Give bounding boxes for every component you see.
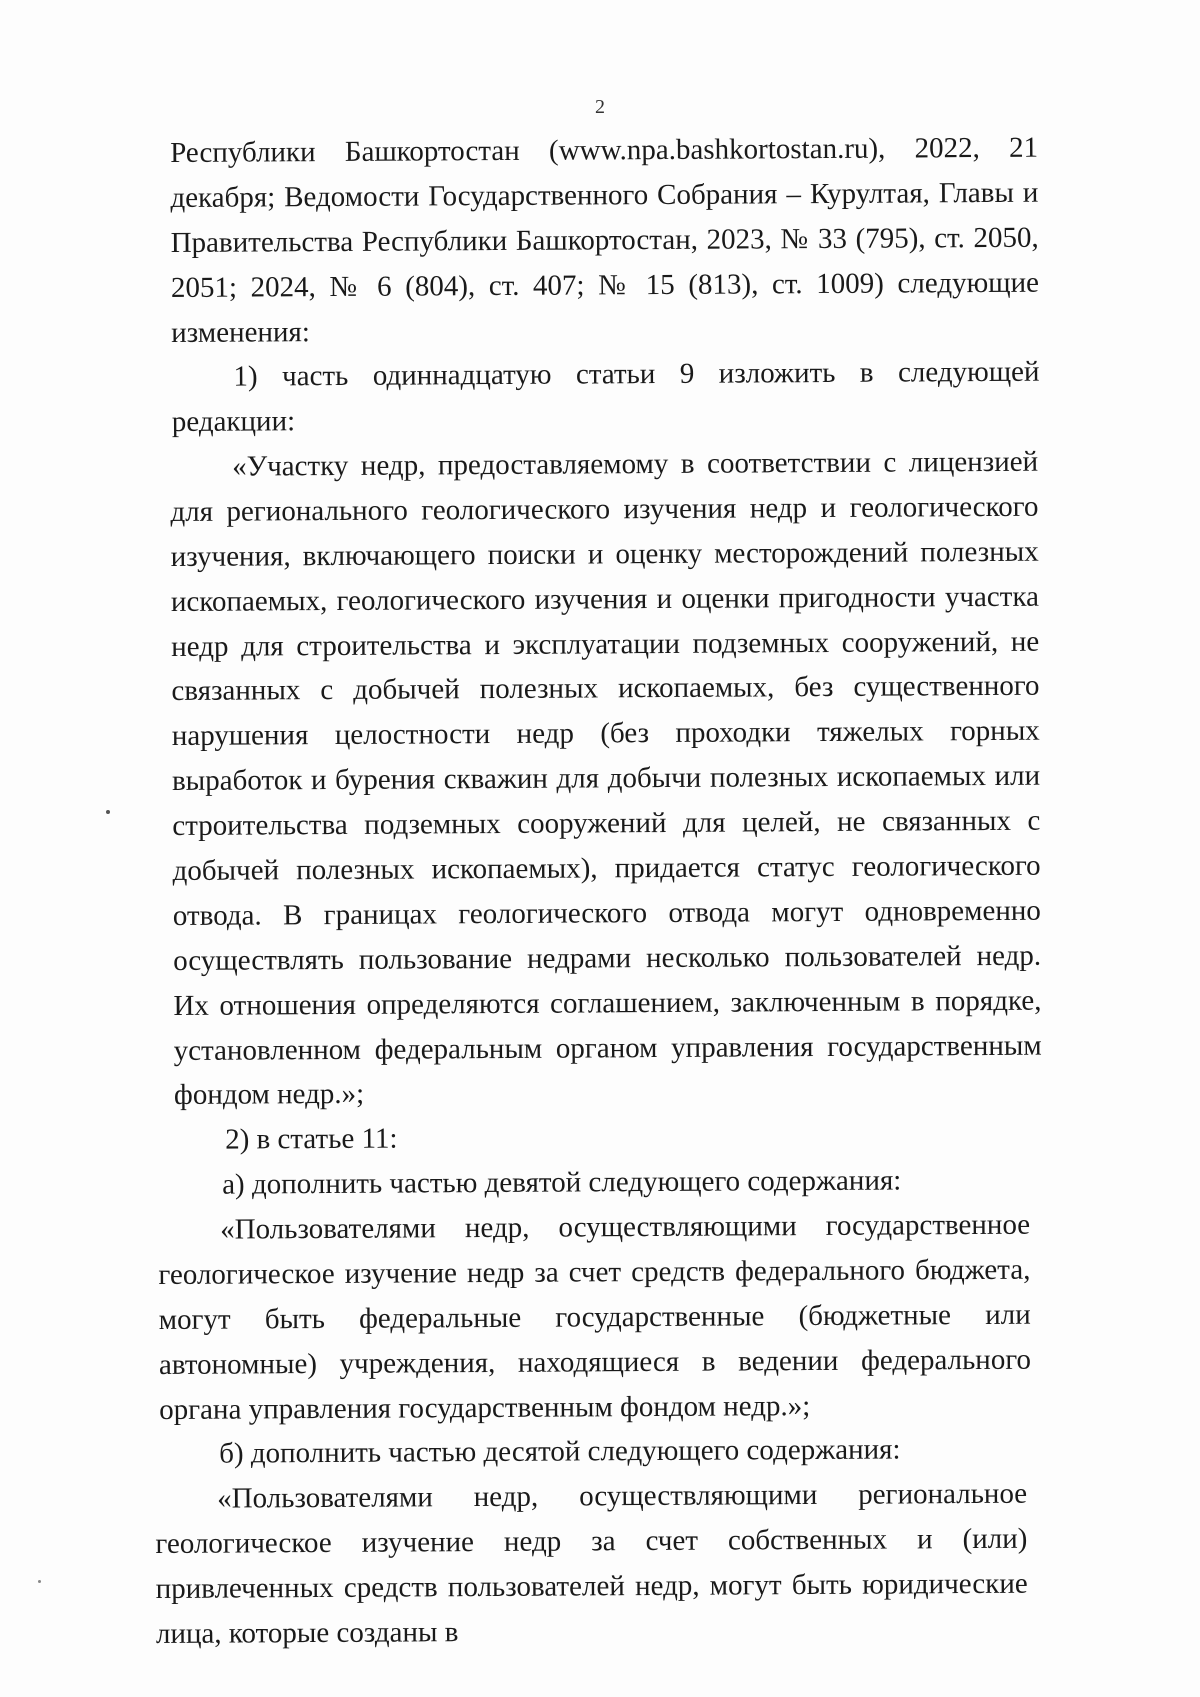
item-2a-block [160, 1158, 1032, 1208]
intro-paragraph [170, 126, 1040, 446]
item-2b: б) дополнить частью десятой следующего содержания: [219, 1433, 901, 1470]
quote-3-block [155, 1472, 1028, 1657]
quote-2-block [158, 1203, 1031, 1433]
page-number: 2 [595, 96, 605, 118]
quote-1: «Участку недр, предоставляемому в соответствии с лицензией для регионального геологического изучения недр и геологического изучения, включающего поиски и оценку месторождений полезных ископаемых, геологического изучения и оценки пригодности участка недр для строительства и эксплуатации подземных сооружений, не связанных с добычей полезных ископаемых, без существенного нарушения целостности недр (без проходки тяжелых горных выработок и бурения скважин для добычи полезных ископаемых или строительства подземных сооружений для целей, не связанных с добычей полезных ископаемых), придается статус геологического отвода. В границах геологического отвода могут одновременно осуществлять пользование недрами несколько пользователей недр. Их отношения определяются соглашением, заключенным в порядке, установленном федеральным органом управления государственным фондом недр.»; [170, 445, 1042, 1112]
quote-2: «Пользователями недр, осуществляющими государственное геологическое изучение недр за счет средств федерального бюджета, могут быть федеральные государственные (бюджетные или автономные) учреждения, находящиеся в ведении федерального органа управления государственным фондом недр.»; [158, 1208, 1032, 1426]
quote-3: «Пользователями недр, осуществляющими региональное геологическое изучение недр за счет собственных и (или) привлеченных средств пользователей недр, могут быть юридические лица, которые созданы в [155, 1477, 1028, 1650]
quote-1-block [170, 440, 1042, 1119]
item-1: 1) часть одиннадцатую статьи 9 изложить в следующей редакции: [171, 356, 1040, 439]
item-2-block [163, 1113, 1031, 1163]
item-2b-block [157, 1427, 1029, 1477]
scan-speck [38, 1580, 41, 1583]
item-2a: а) дополнить частью девятой следующего содержания: [222, 1164, 902, 1201]
scan-speck [106, 810, 110, 814]
item-2: 2) в статье 11: [225, 1122, 398, 1156]
intro-text: Республики Башкортостан (www.npa.bashkortostan.ru), 2022, 21 декабря; Ведомости Государственного Собрания – Курултая, Главы и Правительства Республики Башкортостан, 2023, № 33 (795), ст. 2050, 2051; 2024, № 6 (804), ст. 407; № 15 (813), ст. 1009) следующие изменения: [170, 131, 1040, 349]
